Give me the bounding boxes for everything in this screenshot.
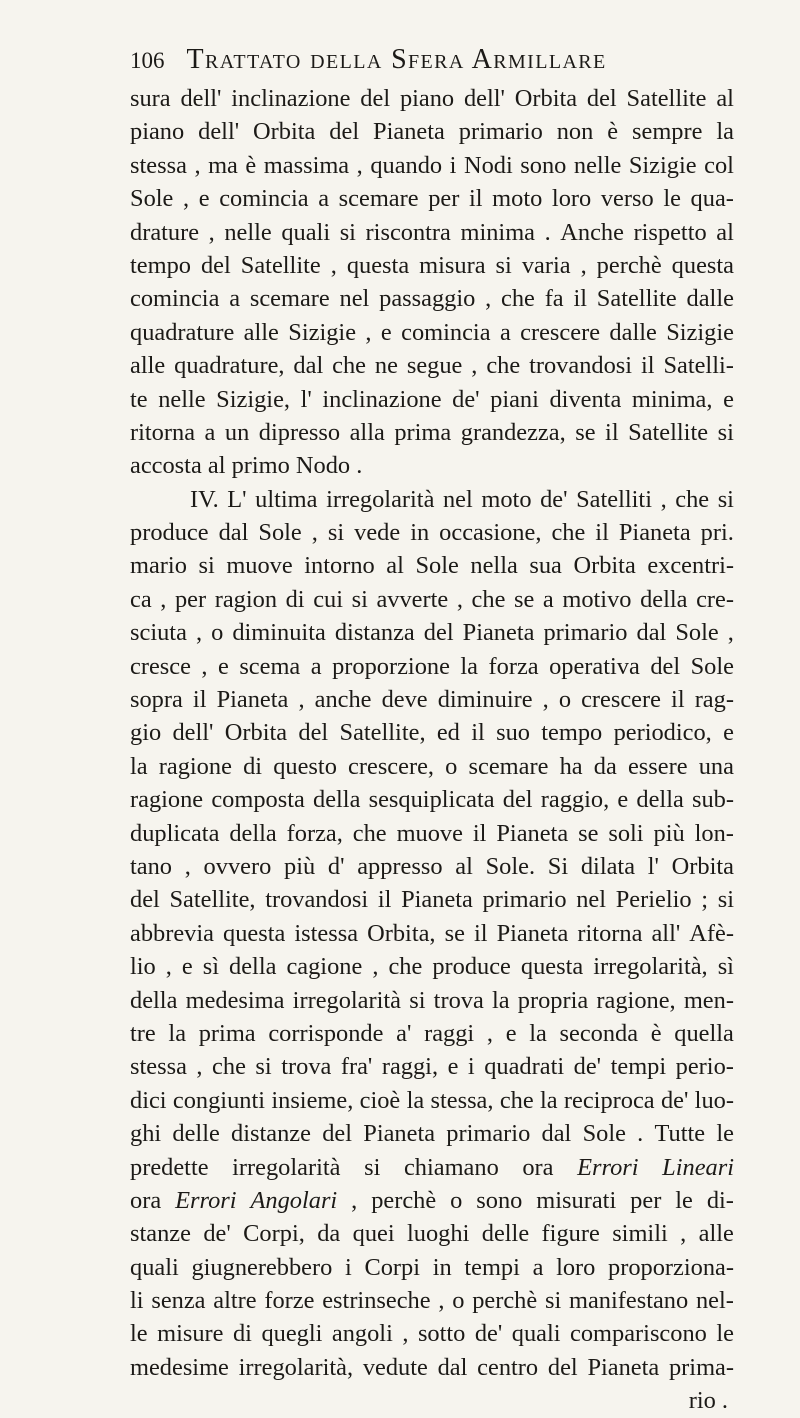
- text-line: abbrevia questa istessa Orbita, se il Pianeta ritorna all' Afè-: [130, 919, 734, 947]
- body-text: [130, 82, 734, 1418]
- text-line: ghi delle distanze del Pianeta primario dal Sole . Tutte le: [130, 1120, 734, 1148]
- text-line: duplicata della forza, che muove il Pianeta se soli più lon-: [130, 819, 734, 847]
- text-line: medesime irregolarità, vedute dal centro del Pianeta prima-: [130, 1353, 734, 1381]
- text-line: produce dal Sole , si vede in occasione, che il Pianeta pri.: [130, 519, 734, 547]
- text-line: stessa , che si trova fra' raggi, e i quadrati de' tempi perio-: [130, 1053, 734, 1081]
- text-line: IV. L' ultima irregolarità nel moto de' Satelliti , che si: [190, 485, 734, 513]
- text-line: lio , e sì della cagione , che produce questa irregolarità, sì: [130, 953, 734, 981]
- text-line: piano dell' Orbita del Pianeta primario non è sempre la: [130, 118, 734, 146]
- text-line: tempo del Satellite , questa misura si varia , perchè questa: [130, 251, 734, 279]
- text-line: tre la prima corrisponde a' raggi , e la seconda è quella: [130, 1019, 734, 1047]
- text-line: stessa , ma è massima , quando i Nodi sono nelle Sizigie col: [130, 151, 734, 179]
- text-line: li senza altre forze estrinseche , o perchè si manifestano nel-: [130, 1287, 734, 1315]
- text-line: dici congiunti insieme, cioè la stessa, che la reciproca de' luo-: [130, 1086, 734, 1114]
- page-header: [130, 44, 730, 80]
- page-number: 106: [130, 48, 165, 73]
- text-line: drature , nelle quali si riscontra minima . Anche rispetto al: [130, 218, 734, 246]
- text-line: rio .: [688, 1387, 728, 1415]
- text-line: gio dell' Orbita del Satellite, ed il suo tempo periodico, e: [130, 719, 734, 747]
- text-line: del Satellite, trovandosi il Pianeta primario nel Perielio ; si: [130, 886, 734, 914]
- text-line: quadrature alle Sizigie , e comincia a crescere dalle Sizigie: [130, 318, 734, 346]
- text-line: della medesima irregolarità si trova la propria ragione, men-: [130, 986, 734, 1014]
- text-line: sopra il Pianeta , anche deve diminuire , o crescere il rag-: [130, 686, 734, 714]
- text-line: cresce , e scema a proporzione la forza operativa del Sole: [130, 652, 734, 680]
- text-line: sura dell' inclinazione del piano dell' Orbita del Satellite al: [130, 85, 734, 112]
- text-line: quali giugnerebbero i Corpi in tempi a loro proporziona-: [130, 1253, 734, 1281]
- text-line: tano , ovvero più d' appresso al Sole. Si dilata l' Orbita: [130, 852, 734, 880]
- text-line: mario si muove intorno al Sole nella sua Orbita excentri-: [130, 552, 734, 580]
- text-line: ragione composta della sesquiplicata del raggio, e della sub-: [130, 786, 734, 814]
- text-line: stanze de' Corpi, da quei luoghi delle figure simili , alle: [130, 1220, 734, 1248]
- text-line: sciuta , o diminuita distanza del Pianeta primario dal Sole ,: [130, 619, 734, 647]
- text-line: le misure di quegli angoli , sotto de' quali compariscono le: [130, 1320, 734, 1348]
- text-line: ca , per ragion di cui si avverte , che se a motivo della cre-: [130, 585, 734, 613]
- text-line: accosta al primo Nodo .: [130, 452, 363, 480]
- text-line: comincia a scemare nel passaggio , che fa il Satellite dalle: [130, 285, 734, 313]
- text-line: la ragione di questo crescere, o scemare ha da essere una: [130, 752, 734, 780]
- text-line: Sole , e comincia a scemare per il moto loro verso le qua-: [130, 185, 734, 213]
- text-line: te nelle Sizigie, l' inclinazione de' piani diventa minima, e: [130, 385, 734, 413]
- running-title: Trattato della Sfera Armillare: [186, 44, 607, 75]
- text-line: ora Errori Angolari , perchè o sono misurati per le di-: [130, 1186, 734, 1214]
- text-line: alle quadrature, dal che ne segue , che trovandosi il Satelli-: [130, 352, 734, 380]
- text-line: ritorna a un dipresso alla prima grandezza, se il Satellite si: [130, 418, 734, 446]
- text-line: predette irregolarità si chiamano ora Errori Lineari: [130, 1153, 734, 1181]
